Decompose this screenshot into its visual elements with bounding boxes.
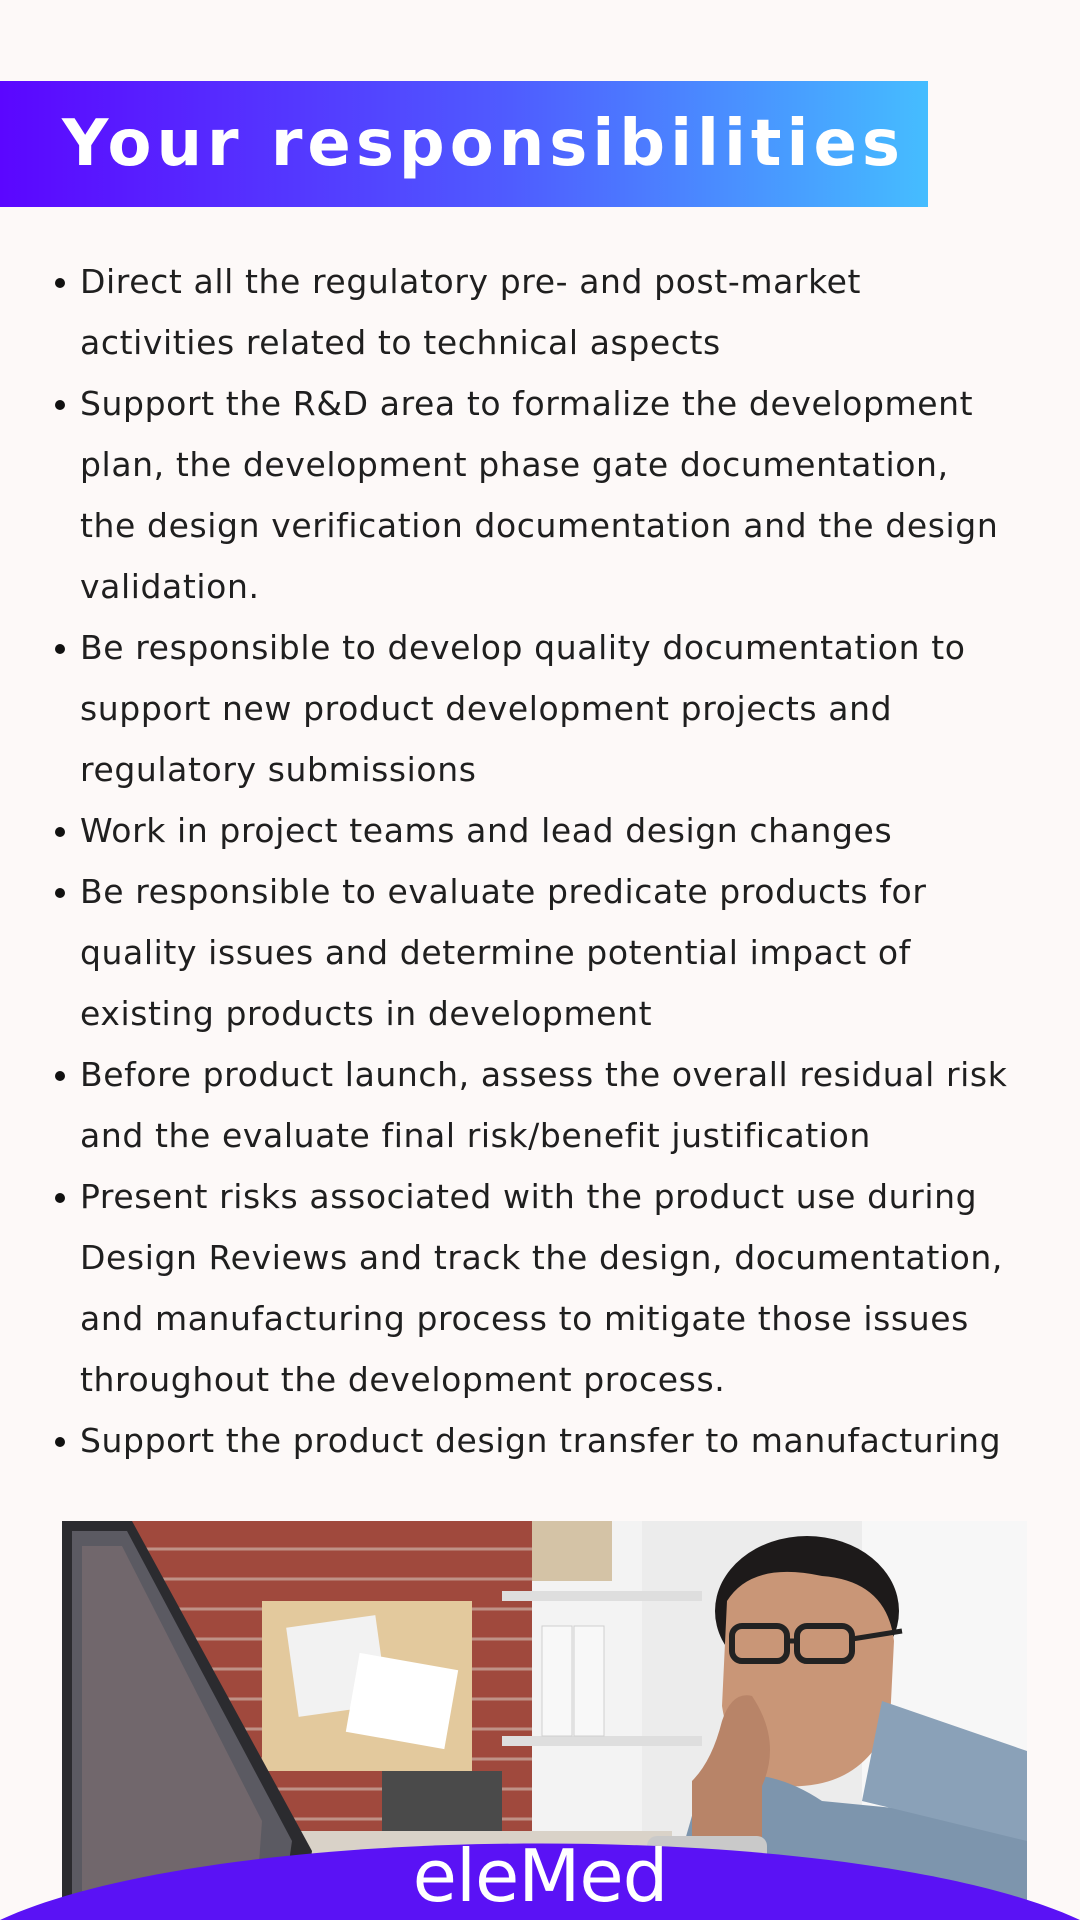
elemed-logo: eleMed	[412, 1834, 668, 1918]
list-item: Present risks associated with the product use during Design Reviews and track the design, documentation, and manufacturing process to mitigate those issues throughout the development process.	[80, 1166, 1010, 1410]
title-banner	[0, 81, 928, 207]
responsibilities-list	[0, 251, 1010, 1471]
page-title: Your responsibilities	[62, 107, 905, 181]
list-item: Work in project teams and lead design changes	[80, 800, 1010, 861]
list-item: Support the product design transfer to manufacturing	[80, 1410, 1010, 1471]
list-item: Support the R&D area to formalize the development plan, the development phase gate documentation, the design verification documentation and the design validation.	[80, 373, 1010, 617]
list-item: Direct all the regulatory pre- and post-market activities related to technical aspects	[80, 251, 1010, 373]
list-item: Before product launch, assess the overall residual risk and the evaluate final risk/benefit justification	[80, 1044, 1010, 1166]
list-item: Be responsible to develop quality documentation to support new product development projects and regulatory submissions	[80, 617, 1010, 800]
footer-brand-bar	[0, 1800, 1080, 1920]
list-item: Be responsible to evaluate predicate products for quality issues and determine potential impact of existing products in development	[80, 861, 1010, 1044]
